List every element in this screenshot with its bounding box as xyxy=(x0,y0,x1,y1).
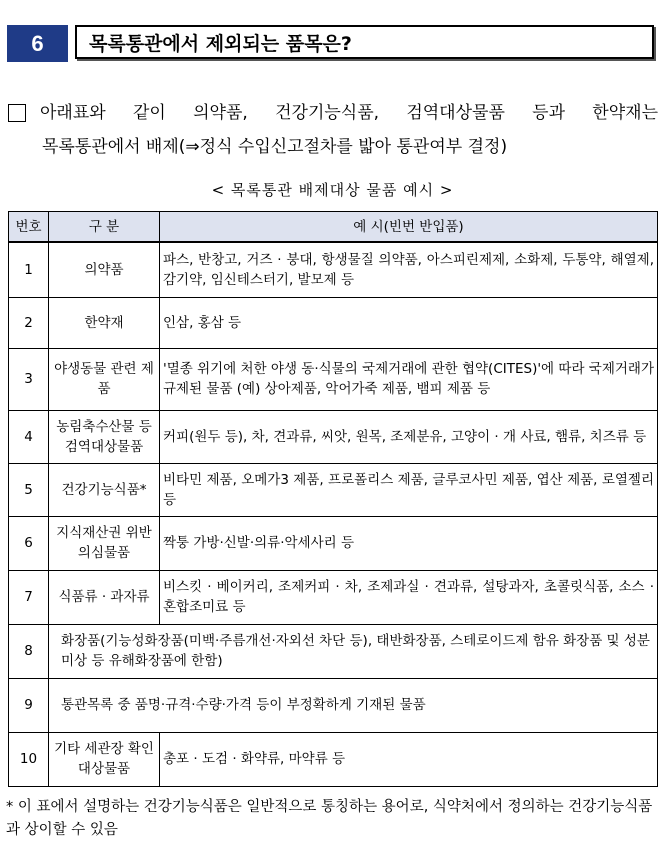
row-category: 건강기능식품* xyxy=(49,463,160,516)
intro-line-2: 목록통관에서 배제(⇒정식 수입신고절차를 밟아 통관여부 결정) xyxy=(42,137,508,157)
table-row xyxy=(9,516,658,570)
table-header-row xyxy=(9,212,658,243)
row-number: 9 xyxy=(9,678,49,732)
row-category: 한약재 xyxy=(49,297,160,348)
row-examples: 총포 · 도검 · 화약류, 마약류 등 xyxy=(160,732,658,786)
row-category: 농림축수산물 등 검역대상물품 xyxy=(49,410,160,463)
section-title: 목록통관에서 제외되는 품목은? xyxy=(75,25,654,59)
footnote: * 이 표에서 설명하는 건강기능식품은 일반적으로 통칭하는 용어로, 식약처에서 정의하는 건강기능식품과 상이할 수 있음 xyxy=(6,799,653,838)
row-examples: 비스킷 · 베이커리, 조제커피 · 차, 조제과실 · 견과류, 설탕과자, 초콜릿식품, 소스 · 혼합조미료 등 xyxy=(160,570,658,624)
row-examples: 짝퉁 가방·신발·의류·악세사리 등 xyxy=(160,516,658,570)
table-row xyxy=(9,348,658,410)
header-examples: 예 시(빈번 반입품) xyxy=(160,212,658,243)
section-number: 6 xyxy=(7,25,68,62)
table-row xyxy=(9,624,658,678)
intro-paragraph xyxy=(8,96,658,164)
row-number: 8 xyxy=(9,624,49,678)
row-number: 6 xyxy=(9,516,49,570)
row-examples: 비타민 제품, 오메가3 제품, 프로폴리스 제품, 글루코사민 제품, 엽산 제품, 로열젤리 등 xyxy=(160,463,658,516)
table-row xyxy=(9,297,658,348)
row-category: 야생동물 관련 제품 xyxy=(49,348,160,410)
header-category: 구 분 xyxy=(49,212,160,243)
table-row xyxy=(9,678,658,732)
row-merged-description: 화장품(기능성화장품(미백·주름개선·자외선 차단 등), 태반화장품, 스테로이드제 함유 화장품 및 성분 미상 등 유해화장품에 한함) xyxy=(49,624,658,678)
row-number: 5 xyxy=(9,463,49,516)
row-merged-description: 통관목록 중 품명·규격·수량·가격 등이 부정확하게 기재된 물품 xyxy=(49,678,658,732)
row-number: 3 xyxy=(9,348,49,410)
table-row xyxy=(9,732,658,786)
row-number: 10 xyxy=(9,732,49,786)
section-header xyxy=(7,25,658,62)
row-examples: '멸종 위기에 처한 야생 동·식물의 국제거래에 관한 협약(CITES)'에 따라 국제거래가 규제된 물품 (예) 상아제품, 악어가죽 제품, 뱀피 제품 등 xyxy=(160,348,658,410)
row-category: 식품류 · 과자류 xyxy=(49,570,160,624)
header-number: 번호 xyxy=(9,212,49,243)
table-caption: < 목록통관 배제대상 물품 예시 > xyxy=(211,181,454,199)
table-row xyxy=(9,570,658,624)
row-number: 4 xyxy=(9,410,49,463)
row-number: 1 xyxy=(9,242,49,297)
row-number: 7 xyxy=(9,570,49,624)
row-examples: 파스, 반창고, 거즈 · 붕대, 항생물질 의약품, 아스피린제제, 소화제, 두통약, 해열제, 감기약, 임신테스터기, 발모제 등 xyxy=(160,242,658,297)
intro-line-1: 아래표와 같이 의약품, 건강기능식품, 검역대상물품 등과 한약재는 xyxy=(40,103,658,123)
row-category: 지식재산권 위반 의심물품 xyxy=(49,516,160,570)
row-number: 2 xyxy=(9,297,49,348)
checkbox-bullet-icon xyxy=(8,104,26,122)
table-row xyxy=(9,410,658,463)
row-category: 기타 세관장 확인대상물품 xyxy=(49,732,160,786)
table-row xyxy=(9,463,658,516)
row-examples: 인삼, 홍삼 등 xyxy=(160,297,658,348)
row-category: 의약품 xyxy=(49,242,160,297)
row-examples: 커피(원두 등), 차, 견과류, 씨앗, 원목, 조제분유, 고양이 · 개 사료, 햄류, 치즈류 등 xyxy=(160,410,658,463)
table-row xyxy=(9,242,658,297)
exclusion-table xyxy=(8,211,658,787)
